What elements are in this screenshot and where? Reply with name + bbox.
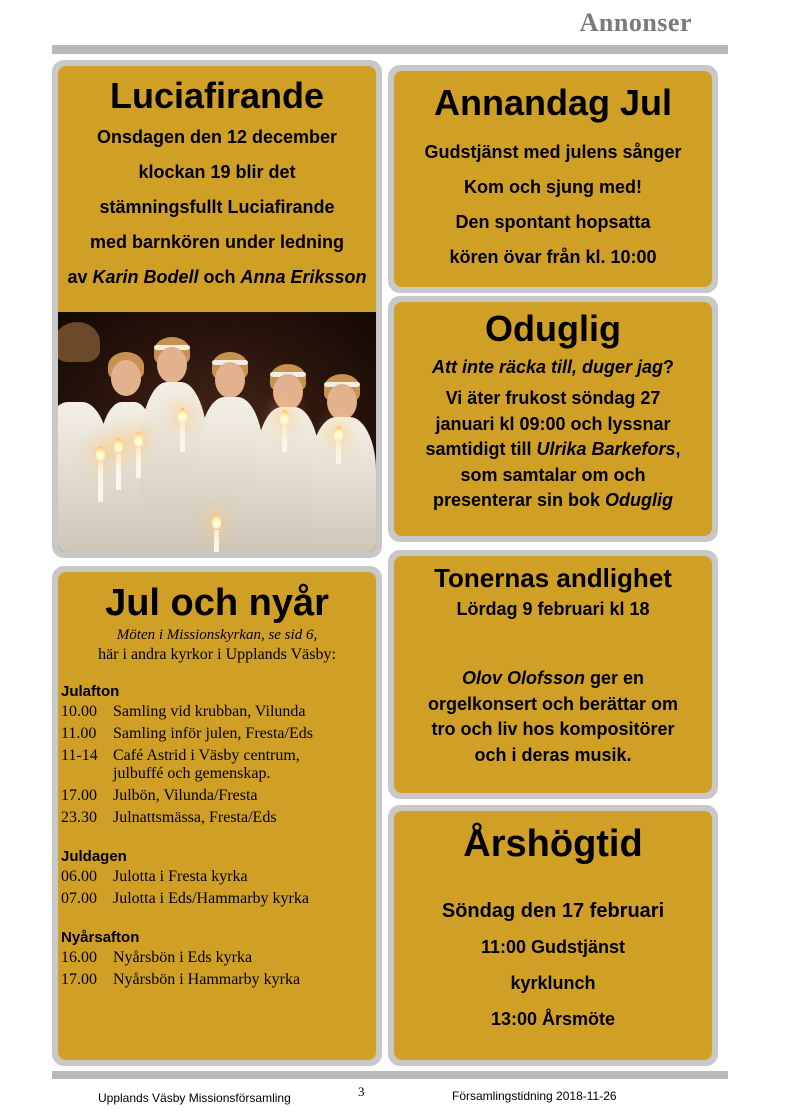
leader-name: Anna Eriksson xyxy=(240,267,367,287)
tonernas-performer-suffix: ger en xyxy=(584,668,645,688)
schedule-heading: Nyårsafton xyxy=(61,929,140,946)
arshogtid-date: Söndag den 17 februari xyxy=(441,900,665,922)
leader-name: Karin Bodell xyxy=(92,267,199,287)
tonernas-title: Tonernas andlighet xyxy=(434,563,672,593)
schedule-text: Nyårsbön i Eds kyrka xyxy=(113,949,253,966)
tonernas-line: och i deras musik. xyxy=(474,744,632,765)
tonernas-line: orgelkonsert och berättar om xyxy=(427,693,679,714)
schedule-time: 17.00 xyxy=(61,971,97,988)
lucia-announcement xyxy=(52,60,382,558)
schedule-row xyxy=(61,947,376,969)
oduglig-speaker-line xyxy=(394,437,712,463)
page-number: 3 xyxy=(358,1084,365,1099)
candle-flame xyxy=(134,432,143,447)
candle xyxy=(180,422,185,452)
lucia-line: klockan 19 blir det xyxy=(138,162,296,182)
oduglig-line: januari kl 09:00 och lyssnar xyxy=(435,413,671,434)
arshogtid-title: Årshögtid xyxy=(463,823,643,865)
schedule-text: Nyårsbön i Hammarby kyrka xyxy=(113,971,301,988)
lucia-leaders-line xyxy=(58,260,376,288)
oduglig-announcement xyxy=(388,296,718,542)
annandag-jul-announcement xyxy=(388,65,718,293)
singer-figure xyxy=(310,374,376,552)
singer-figure xyxy=(198,352,264,552)
jul-och-nyar-schedule xyxy=(52,566,382,1066)
arshogtid-line: 13:00 Årsmöte xyxy=(490,1009,616,1029)
candle-flame xyxy=(96,446,105,461)
lucia-leaders-and: och xyxy=(198,267,241,287)
book-title: Oduglig xyxy=(605,490,674,510)
jul-subtitle-italic: Möten i Missionskyrkan, se sid 6, xyxy=(116,627,318,643)
oduglig-question-text: Att inte räcka till, duger jag xyxy=(431,357,664,377)
schedule-text: Julnattsmässa, Fresta/Eds xyxy=(113,809,277,826)
performer-name: Olov Olofsson xyxy=(461,668,585,688)
schedule-row xyxy=(61,969,376,991)
candle xyxy=(136,448,141,478)
oduglig-title: Oduglig xyxy=(485,308,621,349)
schedule-row xyxy=(61,701,376,723)
schedule-time: 16.00 xyxy=(61,949,97,966)
annandag-line: Kom och sjung med! xyxy=(463,177,642,197)
oduglig-speaker-suffix: , xyxy=(675,439,681,459)
candle xyxy=(214,530,219,552)
oduglig-book-line xyxy=(394,488,712,514)
schedule-time: 11-14 xyxy=(61,747,98,764)
schedule-row xyxy=(61,723,376,745)
tonernas-andlighet-announcement xyxy=(388,550,718,799)
schedule-time: 11.00 xyxy=(61,725,97,742)
annandag-title: Annandag Jul xyxy=(433,82,672,123)
oduglig-line: Vi äter frukost söndag 27 xyxy=(445,388,661,408)
candle-flame xyxy=(280,410,289,425)
schedule-row xyxy=(61,807,376,829)
top-divider xyxy=(52,45,728,54)
schedule-heading: Julafton xyxy=(61,683,120,700)
schedule-group-julafton xyxy=(61,682,376,829)
footer-issue: Församlingstidning 2018-11-26 xyxy=(452,1089,617,1103)
candle-flame xyxy=(334,426,343,441)
oduglig-question-mark: ? xyxy=(663,357,675,377)
schedule-time: 23.30 xyxy=(61,809,97,826)
schedule-text: Café Astrid i Väsby centrum, xyxy=(113,747,300,764)
lucia-title: Luciafirande xyxy=(109,75,325,116)
oduglig-book-prefix: presenterar sin bok xyxy=(432,490,606,510)
jul-title: Jul och nyår xyxy=(105,582,329,624)
oduglig-question xyxy=(394,352,712,382)
schedule-heading: Juldagen xyxy=(61,848,127,865)
speaker-name: Ulrika Barkefors xyxy=(536,439,676,459)
tonernas-line: tro och liv hos kompositörer xyxy=(431,719,675,739)
candle xyxy=(98,462,103,502)
schedule-text: Julotta i Eds/Hammarby kyrka xyxy=(113,890,309,907)
schedule-group-nyarsafton xyxy=(61,928,376,991)
candle-flame xyxy=(178,408,187,423)
section-title: Annonser xyxy=(579,8,692,37)
annandag-line: Gudstjänst med julens sånger xyxy=(424,142,682,162)
lucia-line: med barnkören under ledning xyxy=(89,232,345,252)
schedule-group-juldagen xyxy=(61,847,376,910)
candle-flame xyxy=(212,514,221,529)
tonernas-performer-line xyxy=(394,666,712,692)
candle xyxy=(116,454,121,490)
lucia-choir-photo xyxy=(58,312,376,552)
jul-subtitle: här i andra kyrkor i Upplands Väsby: xyxy=(98,646,336,663)
schedule-text: Julotta i Fresta kyrka xyxy=(113,868,248,885)
schedule-text: Samling vid krubban, Vilunda xyxy=(113,703,306,720)
lucia-line: stämningsfullt Luciafirande xyxy=(99,197,335,217)
arshogtid-announcement xyxy=(388,805,718,1066)
schedule-time: 07.00 xyxy=(61,890,97,907)
oduglig-line: som samtalar om och xyxy=(460,464,646,485)
annandag-line: kören övar från kl. 10:00 xyxy=(449,247,657,267)
schedule-row xyxy=(61,888,376,910)
schedule-time: 10.00 xyxy=(61,703,97,720)
arshogtid-line: kyrklunch xyxy=(510,973,596,993)
schedule-row xyxy=(61,866,376,888)
candle xyxy=(282,424,287,452)
bottom-divider xyxy=(52,1071,728,1079)
annandag-line: Den spontant hopsatta xyxy=(455,212,651,232)
arshogtid-line: 11:00 Gudstjänst xyxy=(480,937,626,957)
schedule-text: Julbön, Vilunda/Fresta xyxy=(113,787,258,804)
schedule-time: 17.00 xyxy=(61,787,97,804)
schedule-time: 06.00 xyxy=(61,868,97,885)
candle-flame xyxy=(114,438,123,453)
footer-organization: Upplands Väsby Missionsförsamling xyxy=(98,1091,291,1105)
schedule-row-continued: julbuffé och gemenskap. xyxy=(113,765,271,782)
lucia-leaders-prefix: av xyxy=(67,267,93,287)
candle xyxy=(336,440,341,464)
tonernas-date: Lördag 9 februari kl 18 xyxy=(456,599,650,619)
lucia-line: Onsdagen den 12 december xyxy=(96,127,338,147)
schedule-text: Samling inför julen, Fresta/Eds xyxy=(113,725,313,742)
oduglig-speaker-prefix: samtidigt till xyxy=(425,439,537,459)
schedule-row xyxy=(61,785,376,807)
